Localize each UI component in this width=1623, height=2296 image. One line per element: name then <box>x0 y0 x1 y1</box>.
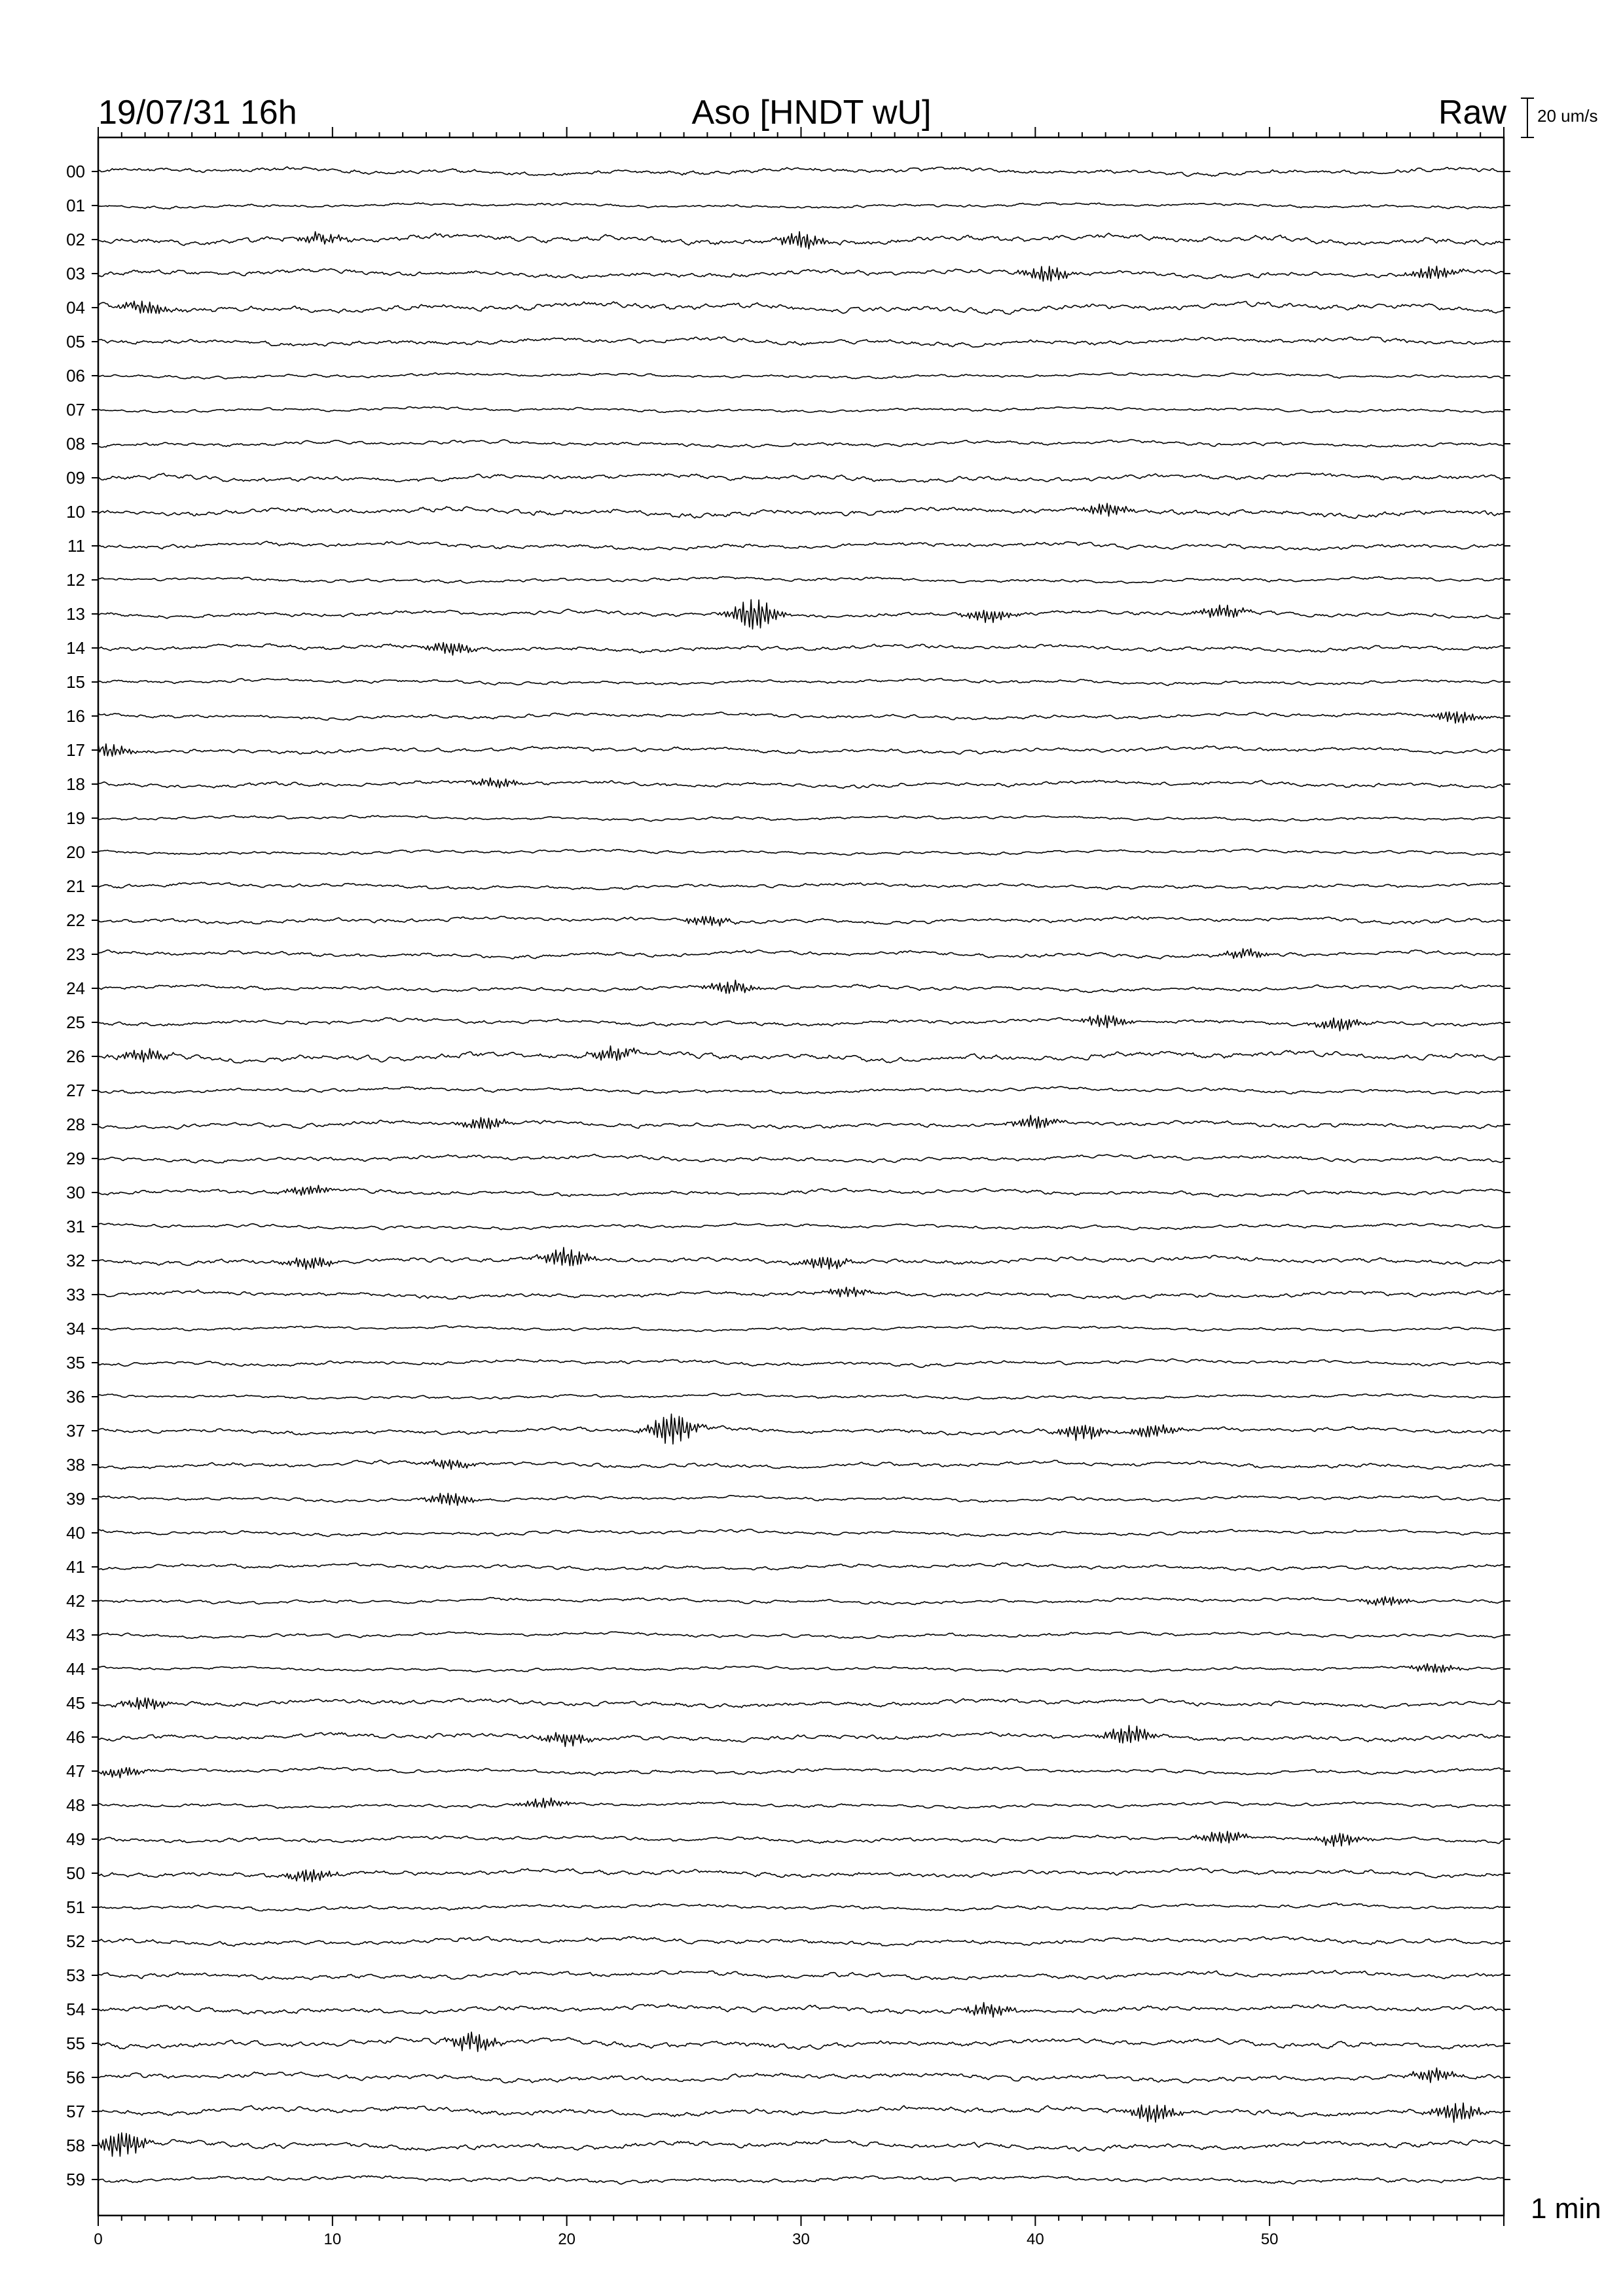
row-label: 26 <box>66 1047 85 1066</box>
row-label: 30 <box>66 1183 85 1202</box>
row-label: 45 <box>66 1693 85 1713</box>
row-label: 41 <box>66 1557 85 1577</box>
trace-line-07 <box>98 406 1504 412</box>
row-label: 48 <box>66 1795 85 1815</box>
row-label: 07 <box>66 400 85 420</box>
row-label: 09 <box>66 468 85 488</box>
trace-line-47 <box>98 1767 1504 1778</box>
trace-line-39 <box>98 1494 1504 1506</box>
trace-line-56 <box>98 2068 1504 2083</box>
row-label: 32 <box>66 1251 85 1270</box>
trace-line-32 <box>98 1247 1504 1269</box>
trace-line-59 <box>98 2176 1504 2184</box>
row-label: 55 <box>66 2034 85 2053</box>
trace-line-35 <box>98 1359 1504 1367</box>
trace-lines <box>98 167 1504 2184</box>
x-tick-label: 20 <box>558 2231 576 2248</box>
plot-border <box>98 137 1504 2215</box>
row-label: 57 <box>66 2102 85 2121</box>
row-label: 50 <box>66 1863 85 1883</box>
row-label: 51 <box>66 1897 85 1917</box>
row-label: 58 <box>66 2136 85 2155</box>
row-label: 19 <box>66 808 85 828</box>
row-label: 28 <box>66 1115 85 1134</box>
row-label: 29 <box>66 1149 85 1168</box>
row-label: 04 <box>66 298 85 317</box>
trace-line-43 <box>98 1632 1504 1638</box>
row-labels <box>66 162 1510 2189</box>
trace-line-02 <box>98 232 1504 249</box>
trace-line-41 <box>98 1563 1504 1571</box>
row-label: 24 <box>66 978 85 998</box>
row-label: 40 <box>66 1523 85 1543</box>
row-label: 10 <box>66 502 85 522</box>
row-label: 36 <box>66 1387 85 1407</box>
trace-line-42 <box>98 1596 1504 1605</box>
chart-title: Aso [HNDT wU] <box>691 94 932 132</box>
trace-line-06 <box>98 372 1504 379</box>
trace-line-15 <box>98 679 1504 686</box>
x-axis-unit-label: 1 min <box>1531 2193 1601 2225</box>
row-label: 22 <box>66 910 85 930</box>
row-label: 27 <box>66 1081 85 1100</box>
trace-line-53 <box>98 1970 1504 1979</box>
trace-line-36 <box>98 1393 1504 1400</box>
row-label: 44 <box>66 1659 85 1679</box>
row-label: 39 <box>66 1489 85 1509</box>
row-label: 52 <box>66 1931 85 1951</box>
row-label: 25 <box>66 1013 85 1032</box>
trace-line-25 <box>98 1015 1504 1031</box>
row-label: 18 <box>66 774 85 794</box>
row-label: 03 <box>66 264 85 283</box>
row-label: 37 <box>66 1421 85 1441</box>
amplitude-scale-bar <box>1521 98 1534 137</box>
trace-line-52 <box>98 1937 1504 1946</box>
trace-line-21 <box>98 882 1504 890</box>
trace-line-33 <box>98 1287 1504 1299</box>
row-label: 43 <box>66 1625 85 1645</box>
trace-line-05 <box>98 337 1504 348</box>
row-label: 17 <box>66 740 85 760</box>
row-label: 21 <box>66 876 85 896</box>
row-label: 06 <box>66 366 85 386</box>
trace-line-18 <box>98 778 1504 789</box>
trace-line-24 <box>98 980 1504 994</box>
x-tick-label: 40 <box>1026 2231 1044 2248</box>
x-tick-label: 10 <box>323 2231 342 2248</box>
trace-line-54 <box>98 2003 1504 2018</box>
trace-line-30 <box>98 1185 1504 1197</box>
trace-line-58 <box>98 2133 1504 2157</box>
trace-line-51 <box>98 1903 1504 1911</box>
trace-line-29 <box>98 1155 1504 1163</box>
trace-line-00 <box>98 167 1504 176</box>
trace-line-22 <box>98 916 1504 926</box>
trace-line-20 <box>98 849 1504 855</box>
mode-label: Raw <box>1438 94 1506 132</box>
row-label: 08 <box>66 434 85 454</box>
x-tick-label: 50 <box>1260 2231 1279 2248</box>
row-label: 05 <box>66 332 85 351</box>
trace-line-03 <box>98 266 1504 281</box>
row-label: 35 <box>66 1353 85 1372</box>
trace-line-55 <box>98 2032 1504 2052</box>
row-label: 53 <box>66 1965 85 1985</box>
row-label: 20 <box>66 842 85 862</box>
trace-line-46 <box>98 1725 1504 1746</box>
trace-line-08 <box>98 440 1504 448</box>
trace-line-48 <box>98 1798 1504 1808</box>
row-label: 14 <box>66 638 85 658</box>
row-label: 31 <box>66 1217 85 1236</box>
trace-line-26 <box>98 1046 1504 1063</box>
trace-line-50 <box>98 1868 1504 1882</box>
row-label: 11 <box>67 536 85 556</box>
trace-line-57 <box>98 2103 1504 2123</box>
trace-line-14 <box>98 643 1504 655</box>
row-label: 23 <box>66 944 85 964</box>
trace-line-44 <box>98 1664 1504 1672</box>
row-label: 00 <box>66 162 85 181</box>
x-tick-label: 30 <box>792 2231 810 2248</box>
trace-line-09 <box>98 473 1504 482</box>
row-label: 34 <box>66 1319 85 1338</box>
trace-line-13 <box>98 600 1504 629</box>
trace-line-17 <box>98 744 1504 757</box>
trace-line-45 <box>98 1698 1504 1710</box>
trace-line-37 <box>98 1414 1504 1444</box>
trace-line-16 <box>98 712 1504 723</box>
header-date-hour: 19/07/31 16h <box>98 94 297 132</box>
row-label: 42 <box>66 1591 85 1611</box>
trace-line-31 <box>98 1223 1504 1230</box>
trace-line-11 <box>98 541 1504 550</box>
row-label: 02 <box>66 230 85 249</box>
trace-line-23 <box>98 948 1504 959</box>
amplitude-scale-label: 20 um/s <box>1537 106 1598 126</box>
row-label: 49 <box>66 1829 85 1849</box>
row-label: 59 <box>66 2170 85 2189</box>
plot-frame <box>98 137 1504 2215</box>
trace-line-01 <box>98 203 1504 209</box>
trace-line-27 <box>98 1086 1504 1094</box>
trace-line-38 <box>98 1460 1504 1469</box>
row-label: 13 <box>66 604 85 624</box>
row-label: 47 <box>66 1761 85 1781</box>
trace-line-12 <box>98 577 1504 583</box>
trace-line-04 <box>98 301 1504 314</box>
row-label: 38 <box>66 1455 85 1475</box>
x-tick-label: 0 <box>94 2231 103 2248</box>
row-label: 33 <box>66 1285 85 1304</box>
row-label: 12 <box>66 570 85 590</box>
trace-line-40 <box>98 1530 1504 1537</box>
trace-line-10 <box>98 503 1504 518</box>
row-label: 56 <box>66 2068 85 2087</box>
row-label: 16 <box>66 706 85 726</box>
trace-line-49 <box>98 1831 1504 1846</box>
row-label: 15 <box>66 672 85 692</box>
row-label: 54 <box>66 2000 85 2019</box>
trace-line-28 <box>98 1115 1504 1129</box>
trace-line-19 <box>98 816 1504 821</box>
row-label: 01 <box>66 196 85 215</box>
row-label: 46 <box>66 1727 85 1747</box>
trace-line-34 <box>98 1326 1504 1332</box>
